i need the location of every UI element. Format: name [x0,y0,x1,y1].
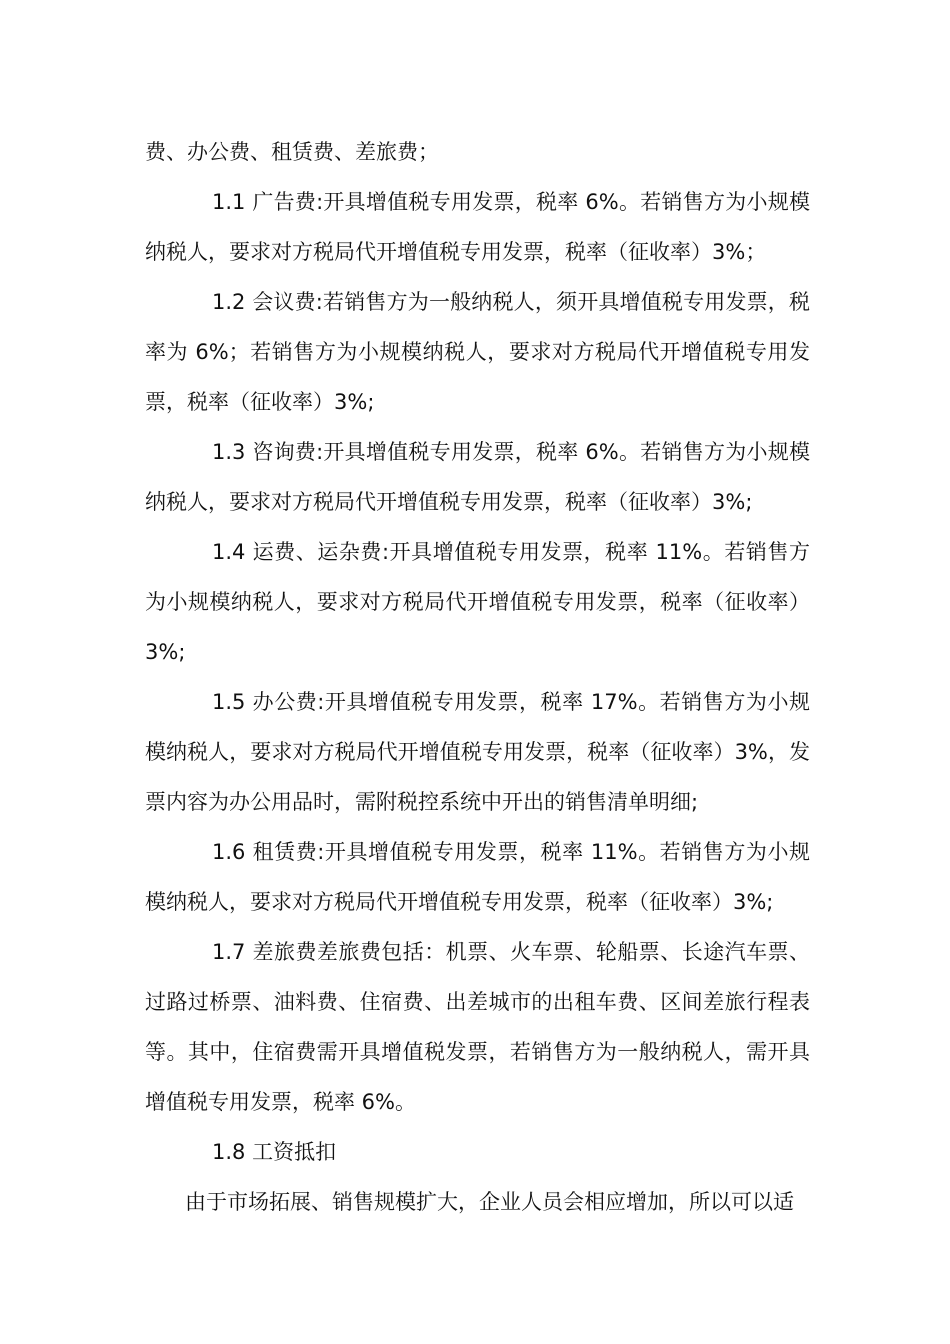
paragraph-market-expansion: 由于市场拓展、销售规模扩大，企业人员会相应增加，所以可以适 [185,1190,794,1214]
paragraph-office-fee: 1.5 办公费:开具增值税专用发票，税率 17%。若销售方为小规模纳税人，要求对方税局代开增值税专用发票，税率（征收率）3%，发票内容为办公用品时，需附税控系统中开出的销售清单明细; [145,690,810,814]
paragraph-lease-fee: 1.6 租赁费:开具增值税专用发票，税率 11%。若销售方为小规模纳税人，要求对方税局代开增值税专用发票，税率（征收率）3%; [145,840,810,914]
paragraph-travel-fee: 1.7 差旅费差旅费包括：机票、火车票、轮船票、长途汽车票、过路过桥票、油料费、住宿费、出差城市的出租车费、区间差旅行程表等。其中，住宿费需开具增值税发票，若销售方为一般纳税人，需开具增值税专用发票，税率 6%。 [145,940,810,1114]
paragraph-advertising-fee: 1.1 广告费:开具增值税专用发票，税率 6%。若销售方为小规模纳税人，要求对方税局代开增值税专用发票，税率（征收率）3%； [145,190,810,264]
paragraph-continuation: 费、办公费、租赁费、差旅费； [145,140,439,164]
paragraph-meeting-fee: 1.2 会议费:若销售方为一般纳税人，须开具增值税专用发票，税率为 6%；若销售方为小规模纳税人，要求对方税局代开增值税专用发票，税率（征收率）3%; [145,290,810,414]
paragraph-freight-fee: 1.4 运费、运杂费:开具增值税专用发票，税率 11%。若销售方为小规模纳税人，要求对方税局代开增值税专用发票，税率（征收率）3%; [145,540,810,664]
paragraph-salary-deduction-heading: 1.8 工资抵扣 [212,1140,337,1164]
paragraph-consulting-fee: 1.3 咨询费:开具增值税专用发票，税率 6%。若销售方为小规模纳税人，要求对方税局代开增值税专用发票，税率（征收率）3%; [145,440,810,514]
document-body [145,127,810,1227]
